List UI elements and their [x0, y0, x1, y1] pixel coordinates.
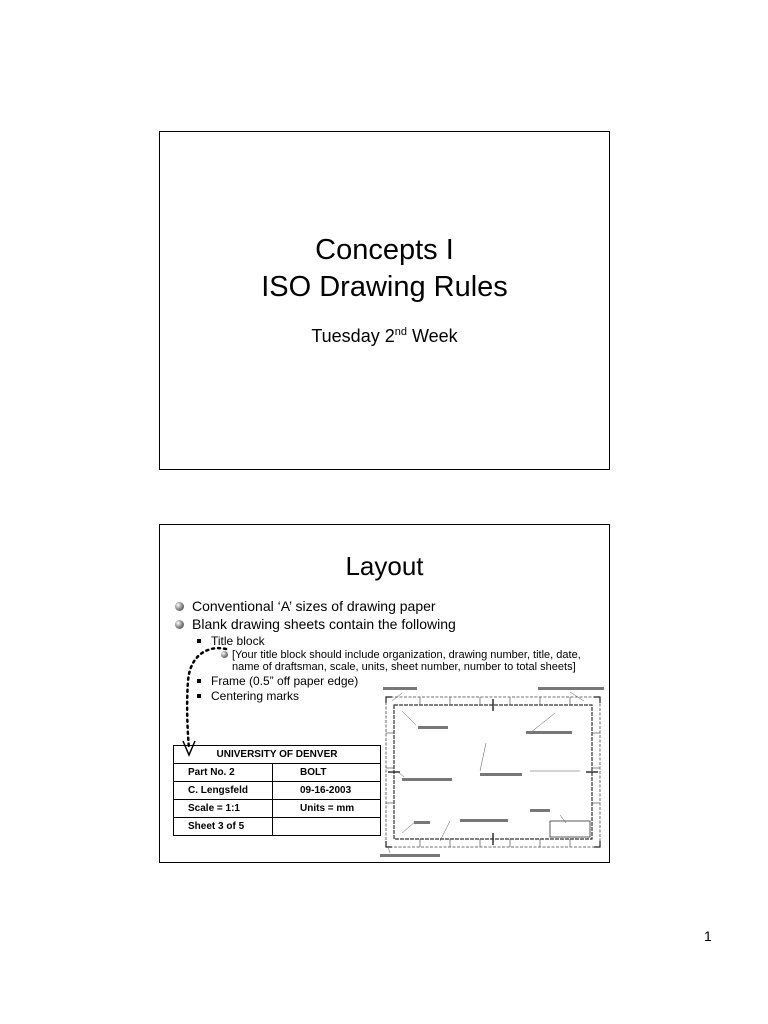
title-block-note-line-2: name of draftsman, scale, units, sheet number, number to total sheets]: [232, 661, 576, 673]
table-cell: Units = mm: [273, 800, 381, 818]
table-cell: Scale = 1:1: [174, 800, 273, 818]
table-cell: Part No. 2: [174, 764, 273, 782]
slide-heading: Layout: [345, 551, 424, 581]
sub-bullet-text: Frame (0.5” off paper edge): [211, 673, 359, 688]
sub-sub-bullet-item: [221, 649, 601, 673]
title-block-note: [232, 649, 581, 673]
bullet-item: [175, 615, 601, 633]
table-row: [174, 782, 381, 800]
bullet-sphere-icon: [175, 602, 184, 611]
bullet-sphere-icon: [175, 620, 184, 629]
slide-title: [159, 131, 610, 470]
slide-layout: [159, 524, 610, 863]
table-cell: 09-16-2003: [273, 782, 381, 800]
dashed-arrow-icon: [168, 641, 238, 761]
table-cell: [273, 818, 381, 836]
title-block-note-line-1: [Your title block should include organization, drawing number, title, date,: [232, 649, 581, 661]
slide-subtitle: [160, 326, 609, 347]
table-row: [174, 800, 381, 818]
drawing-sheet-diagram: [380, 683, 608, 861]
bullet-text: Blank drawing sheets contain the following: [192, 616, 456, 632]
table-row: [174, 746, 381, 764]
bullet-text: Conventional ‘A’ sizes of drawing paper: [192, 598, 436, 614]
table-row: [174, 764, 381, 782]
sub-bullet-text: Centering marks: [211, 688, 300, 703]
sub-bullet-text: Title block: [211, 633, 265, 648]
subtitle-text: Tuesday 2: [311, 326, 395, 346]
table-cell: UNIVERSITY OF DENVER: [174, 746, 381, 764]
table-cell: BOLT: [273, 764, 381, 782]
subtitle-superscript: nd: [394, 326, 407, 338]
bullet-item: [175, 597, 601, 615]
table-cell: Sheet 3 of 5: [174, 818, 273, 836]
title-line-2: ISO Drawing Rules: [261, 271, 508, 303]
title-line-1: Concepts I: [315, 234, 454, 266]
table-cell: C. Lengsfeld: [174, 782, 273, 800]
title-block-table: [173, 745, 381, 836]
page-number: 1: [704, 928, 712, 944]
slide-title-heading: [160, 232, 609, 306]
subtitle-text-end: Week: [406, 326, 458, 346]
table-row: [174, 818, 381, 836]
sub-bullet-item: [197, 633, 601, 648]
